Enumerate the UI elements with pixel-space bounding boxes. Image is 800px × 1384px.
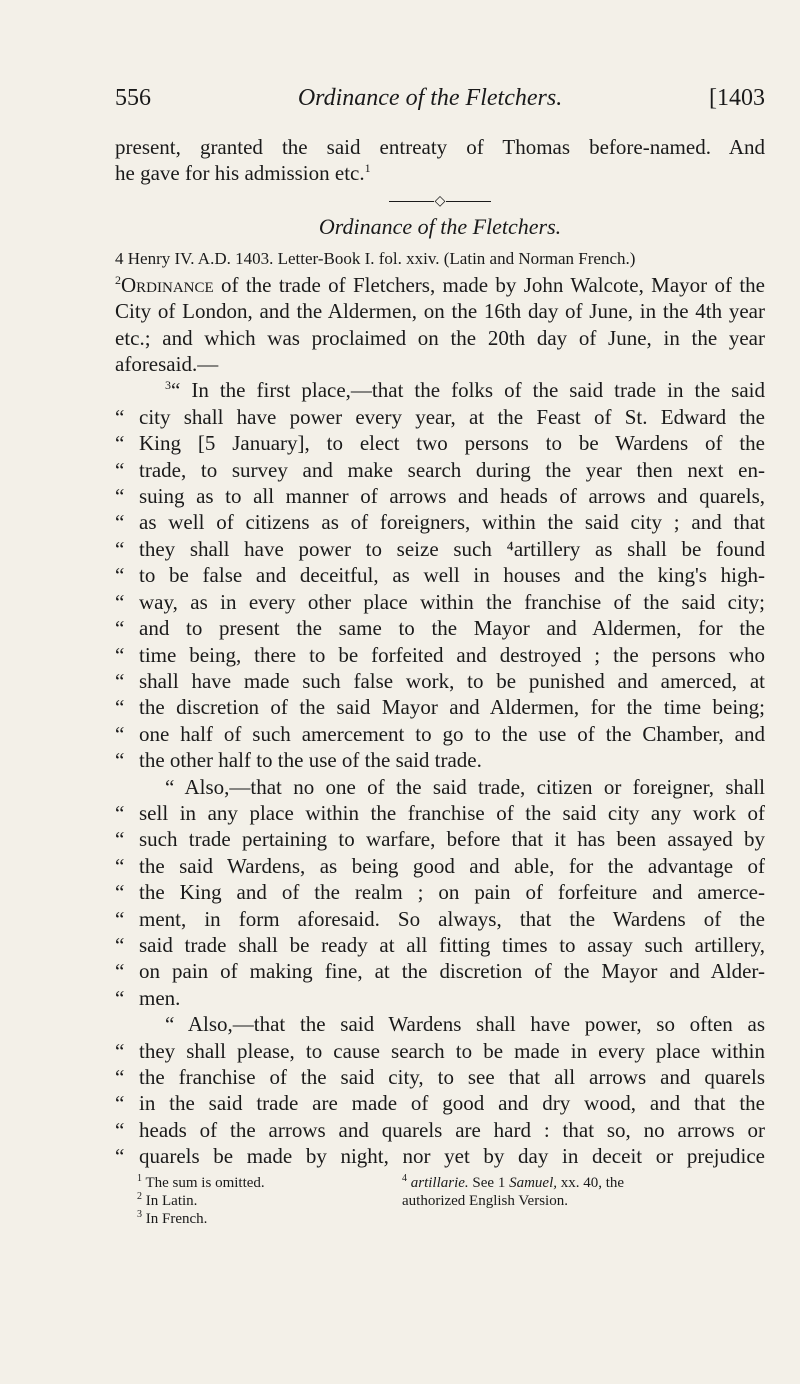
text-line: “ city shall have power every year, at the Feast of St. Edward the [115,404,765,429]
quote-mark: “ [115,510,125,535]
text-line: “ shall have made such false work, to be punished and amerced, at [115,668,765,693]
footnote-3: $^3$ In French. [137,1208,208,1227]
year-marker: [1403 [709,85,765,111]
quote-mark: “ [115,985,125,1010]
text-line: “ as well of citizens as of foreigners, within the said city ; and that [115,510,765,535]
quote-mark: “ [115,1144,125,1169]
text-line: “ sell in any place within the franchise of the said city any work of [115,800,765,825]
text-line: “ the discretion of the said Mayor and Aldermen, for the time being; [115,695,765,720]
opening-line-2: he gave for his admission etc.$^1$ [115,161,371,186]
quote-mark: “ [115,668,125,693]
text-line: “ heads of the arrows and quarels are hard : that so, no arrows or [115,1117,765,1142]
quote-mark: “ [115,1117,125,1142]
quote-mark: “ [115,1065,125,1089]
quote-mark: “ [115,563,125,588]
quote-mark: “ [115,853,125,878]
diamond-ornament-icon: ◇ [434,193,446,209]
quote-mark: “ [115,827,125,852]
section-divider [115,193,765,210]
ordinance-intro: $^2$Ordinance of the trade of Fletchers, made by John Walcote, Mayor of the City of London, and the Aldermen, on the 16th day of June, in the 4th year etc.; and which was proclaimed on the 20th day of June, in the year aforesaid.— [115,272,765,377]
quote-mark: “ [115,800,125,825]
footnote-ref: 1 [364,161,371,176]
quote-mark: “ [115,695,125,720]
source-citation: 4 Henry IV. A.D. 1403. Letter-Book I. fol. xxiv. (Latin and Norman French.) [115,248,636,268]
text-line: “ and to present the same to the Mayor and Aldermen, for the [115,616,765,641]
quote-mark: “ [115,404,125,429]
text-line: “ the King and of the realm ; on pain of forfeiture and amerce- [115,880,765,905]
text-line: “ trade, to survey and make search during the year then next en- [115,457,765,482]
text-line: “ Also,—that no one of the said trade, citizen or foreigner, shall [115,774,765,800]
text-line: “ way, as in every other place within the franchise of the said city; [115,589,765,614]
text-line: “ men. [115,985,181,1010]
quote-mark: “ [115,880,125,905]
text-line: “ they shall please, to cause search to be made in every place within [115,1038,765,1063]
text-line: “ one half of such amercement to go to the use of the Chamber, and [115,721,765,746]
quote-mark [115,377,139,403]
page-number: 556 [115,85,151,111]
quote-mark: “ [115,536,125,561]
quote-mark: “ [115,1038,125,1063]
ordinance-text [115,377,765,1169]
book-page [115,85,765,1228]
quote-mark: “ [115,457,125,482]
quote-mark: “ [115,642,125,667]
text-line: “ King [5 January], to elect two persons to be Wardens of the [115,431,765,456]
section-title: Ordinance of the Fletchers. [318,213,562,239]
footnote-ref: 3 [165,378,171,393]
text-line: “ quarels be made by night, nor yet by day in deceit or prejudice [115,1144,765,1169]
opening-line-1: present, granted the said entreaty of Thomas before-named. And [115,135,765,159]
text-line: “ to be false and deceitful, as well in houses and the king's high- [115,563,765,588]
quote-mark: “ [115,748,125,773]
text-line: “ time being, there to be forfeited and destroyed ; the persons who [115,642,765,667]
text-line: $^3$“ In the first place,—that the folks of the said trade in the said [115,377,765,403]
footnote-4: $^4$ artillarie. See 1 Samuel, xx. 40, the [402,1172,625,1191]
text-line: “ they shall have power to seize such ⁴artillery as shall be found [115,536,765,561]
text-line: “ Also,—that the said Wardens shall have power, so often as [115,1011,765,1037]
text-line: “ ment, in form aforesaid. So always, that the Wardens of the [115,906,765,931]
quote-mark: “ [115,616,125,641]
text-line: “ the franchise of the said city, to see that all arrows and quarels [115,1065,765,1089]
footnotes [115,1174,765,1228]
text-line: “ such trade pertaining to warfare, before that it has been assayed by [115,827,765,852]
running-title: Ordinance of the Fletchers. [297,85,563,111]
quote-mark: “ [115,484,125,509]
quote-mark: “ [115,589,125,614]
quote-mark: “ [115,721,125,746]
footnote-1: $^1$ The sum is omitted. [137,1172,265,1191]
text-line: “ suing as to all manner of arrows and heads of arrows and quarels, [115,484,765,509]
footnote-4-continued: authorized English Version. [402,1192,568,1209]
text-line: “ said trade shall be ready at all fitting times to assay such artillery, [115,932,765,957]
quote-mark: “ [115,1091,125,1116]
quote-mark [115,774,139,800]
quote-mark: “ [115,959,125,984]
running-header [115,85,765,112]
footnote-ref: 2 [115,272,121,287]
quote-mark: “ [115,906,125,931]
quote-mark: “ [115,431,125,456]
footnote-2: $^2$ In Latin. [137,1190,198,1209]
text-line: “ the other half to the use of the said trade. [115,748,482,773]
text-line: “ the said Wardens, as being good and able, for the advantage of [115,853,765,878]
text-line: “ on pain of making fine, at the discretion of the Mayor and Alder- [115,959,765,984]
quote-mark: “ [115,932,125,957]
text-line: “ in the said trade are made of good and dry wood, and that the [115,1091,765,1116]
quote-mark [115,1011,139,1037]
